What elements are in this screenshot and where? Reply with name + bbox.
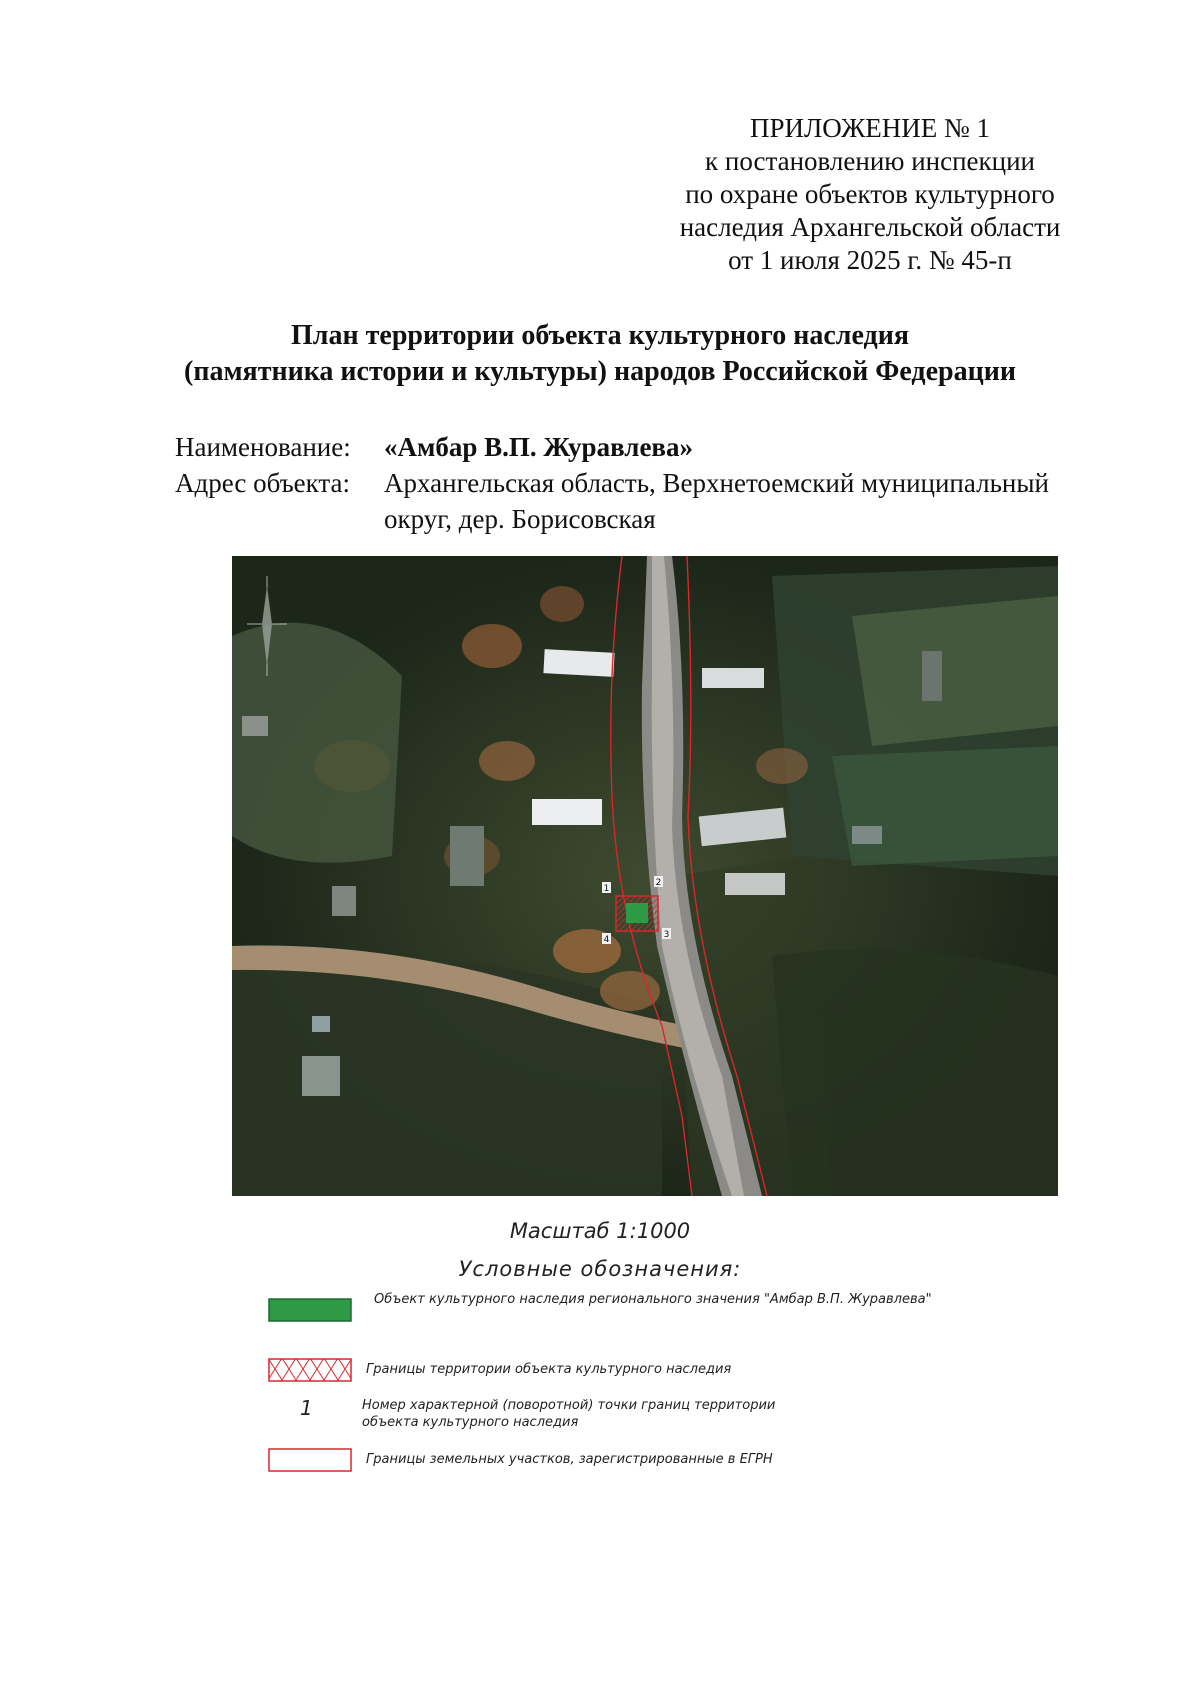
legend-item-territory: Границы территории объекта культурного наследия bbox=[366, 1362, 732, 1377]
legend-item-land-plots: Границы земельных участков, зарегистрированные в ЕГРН bbox=[366, 1452, 773, 1467]
green-filled-rectangle-icon bbox=[268, 1298, 352, 1322]
svg-text:4: 4 bbox=[603, 935, 610, 945]
address-label: Адрес объекта: bbox=[175, 468, 351, 498]
document-title bbox=[0, 318, 1200, 390]
red-hatched-rectangle-icon bbox=[268, 1358, 352, 1382]
address-line-2: округ, дер. Борисовская bbox=[384, 504, 656, 534]
map-scale: Масштаб 1:1000 bbox=[509, 1219, 691, 1243]
svg-text:2: 2 bbox=[655, 878, 662, 888]
appendix-title: ПРИЛОЖЕНИЕ № 1 bbox=[749, 113, 991, 143]
appendix-line-3: по охране объектов культурного bbox=[685, 179, 1055, 209]
red-outline-rectangle-icon bbox=[268, 1448, 352, 1472]
appendix-line-2: к постановлению инспекции bbox=[705, 146, 1035, 176]
point-marker-1 bbox=[602, 882, 611, 894]
object-territory-boundary bbox=[616, 896, 658, 931]
point-marker-4 bbox=[602, 933, 611, 945]
satellite-image bbox=[232, 556, 1058, 1196]
name-label: Наименование: bbox=[175, 432, 351, 462]
appendix-line-4: наследия Архангельской области bbox=[679, 212, 1061, 242]
document-title-line-2: (памятника истории и культуры) народов Российской Федерации bbox=[184, 356, 1016, 387]
appendix-date: от 1 июля 2025 г. № 45-п bbox=[728, 245, 1012, 275]
document-title-line-1: План территории объекта культурного наследия bbox=[291, 320, 909, 351]
point-marker-2 bbox=[654, 876, 663, 888]
svg-text:3: 3 bbox=[663, 930, 670, 940]
name-value: «Амбар В.П. Журавлева» bbox=[384, 432, 694, 462]
svg-text:1: 1 bbox=[603, 884, 610, 894]
legend-title: Условные обозначения: bbox=[458, 1257, 742, 1281]
point-number-symbol-icon: 1 bbox=[300, 1396, 313, 1420]
satellite-map bbox=[232, 556, 1058, 1196]
legend-item-point-line-1: Номер характерной (поворотной) точки границ территории bbox=[362, 1398, 776, 1413]
appendix-header bbox=[600, 112, 1140, 277]
address-line-1: Архангельская область, Верхнетоемский муниципальный bbox=[384, 468, 1049, 498]
legend-item-object: Объект культурного наследия регионального значения "Амбар В.П. Журавлева" bbox=[374, 1292, 932, 1307]
legend-item-point-line-2: объекта культурного наследия bbox=[362, 1415, 579, 1430]
point-marker-3 bbox=[662, 928, 671, 940]
